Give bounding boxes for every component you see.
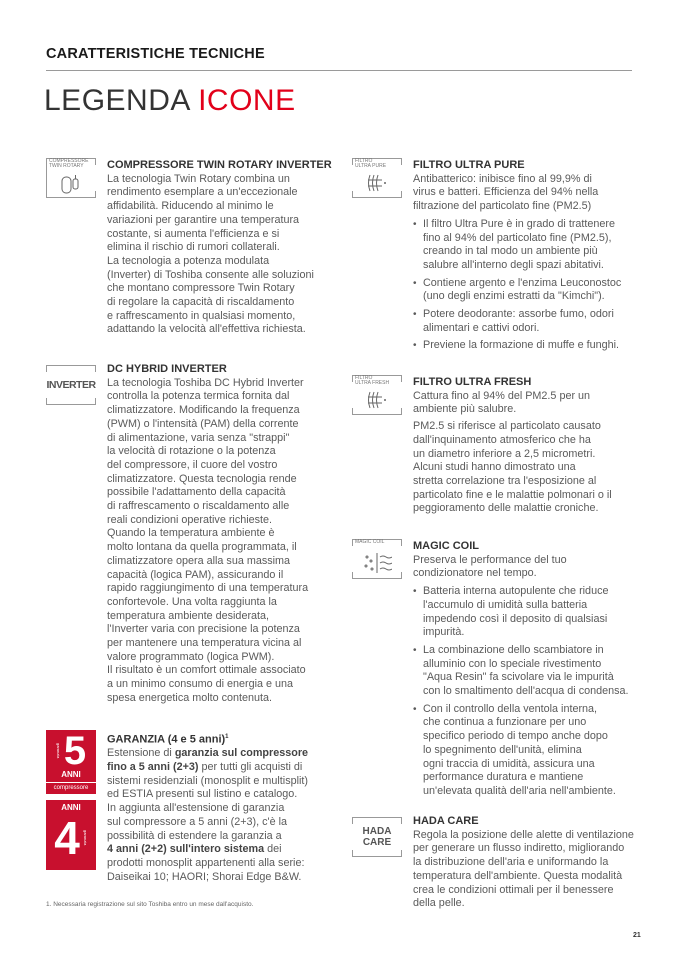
text-segment: sistemi residenziali (monosplit e multisplit)	[107, 774, 309, 787]
text-line: crea le condizioni ottimali per il benessere	[413, 883, 614, 896]
text-line	[107, 857, 342, 871]
text-line: di regolare la capacità di riscaldamento	[107, 296, 295, 309]
text-line: • La combinazione dello scambiatore in	[423, 643, 604, 656]
text-line: rapido raggiungimento di una temperatura	[107, 582, 309, 595]
text-line: • Il filtro Ultra Pure è in grado di trattenere	[423, 217, 616, 230]
section-title: FILTRO ULTRA PURE	[413, 159, 525, 171]
bold-text: 4 anni (2+2) sull'intero sistema	[107, 843, 265, 856]
text-line: e raffrescamento in qualsiasi momento,	[107, 309, 296, 322]
text-line: elimina il rischio di rumori collaterali.	[107, 241, 280, 254]
bullet-item	[413, 585, 648, 640]
text-line: dall'inquinamento atmosferico che ha	[413, 433, 591, 446]
text-line	[107, 788, 342, 802]
text-line: confortevole. Una volta raggiunta la	[107, 595, 277, 608]
text-line: climatizzatore opera alla sua massima	[107, 554, 291, 567]
text-line: "Aqua Resin" fa scivolare via le impurità	[423, 671, 614, 684]
bullet-item	[413, 339, 648, 353]
section-hada-care	[413, 815, 648, 911]
text-line: climatizzatore. Modificando la frequenza	[107, 404, 300, 417]
bullet-item	[413, 644, 648, 699]
section-title: DC HYBRID INVERTER	[107, 363, 227, 375]
text-line: ambiente più salubre.	[413, 403, 517, 416]
text-line: Alcuni studi hanno dimostrato una	[413, 461, 576, 474]
text-line: un diametro inferiore a 2,5 micrometri.	[413, 447, 596, 460]
section-title: FILTRO ULTRA FRESH	[413, 376, 532, 388]
text-line: salubre all'interno degli spazi abitativi.	[423, 258, 604, 271]
hada-care-icon	[352, 817, 402, 857]
compressor-icon	[46, 158, 96, 198]
text-line: lo spegnimento dell'unità, elimina	[423, 743, 582, 756]
badge-side-label: garanzia	[82, 830, 88, 846]
text-line: • Potere deodorante: assorbe fumo, odori	[423, 308, 614, 321]
text-line: (Inverter) di Toshiba consente alle soluzioni	[107, 268, 314, 281]
badge-years-label: ANNI	[61, 803, 81, 812]
text-line: affidabilità. Riducendo al minimo le	[107, 200, 274, 213]
section-title: HADA CARE	[413, 815, 479, 827]
text-line: per mantenere una temperatura vicina al	[107, 637, 302, 650]
section-title: MAGIC COIL	[413, 540, 479, 552]
text-line: controlla la potenza termica fornita dal	[107, 390, 290, 403]
text-line: del compressore, il cuore del vostro	[107, 458, 278, 471]
text-line: peggioramento delle malattie croniche.	[413, 502, 599, 515]
text-line: alimentari e cattivi odori.	[423, 321, 540, 334]
section-title: GARANZIA (4 e 5 anni)$^1$	[107, 733, 229, 746]
text-line: molto lontana da quella programmata, il	[107, 541, 297, 554]
text-line: virus e batteri. Efficienza del 94% nella	[413, 186, 599, 199]
text-line: performance duratura e mantiene	[423, 771, 584, 784]
text-line: La tecnologia Toshiba DC Hybrid Inverter	[107, 376, 304, 389]
bullet-item	[413, 277, 648, 304]
text-line: possibile l'adattamento della capacità	[107, 486, 286, 499]
text-line: la velocità di rotazione o la potenza	[107, 445, 276, 458]
ultra-pure-filter-icon	[352, 158, 402, 198]
text-line: condizionatore nel tempo.	[413, 567, 537, 580]
text-segment: In aggiunta all'estensione di garanzia	[107, 802, 285, 815]
section-header: CARATTERISTICHE TECNICHE	[46, 46, 265, 62]
text-line: della pelle.	[413, 897, 465, 910]
text-line: l'Inverter varia con precisione la potenza	[107, 623, 300, 636]
badge-years-label: ANNI	[61, 770, 81, 779]
warranty-4-years-badge	[46, 800, 96, 870]
badge-number: 4	[54, 812, 80, 864]
header-divider	[46, 70, 632, 71]
section-magic-coil	[413, 540, 648, 803]
text-line	[107, 830, 342, 844]
text-line: a un minimo consumo di energia e una	[107, 678, 294, 691]
text-line: un'elevata qualità dell'aria nell'ambiente.	[423, 784, 616, 797]
text-line: • Con il controllo della ventola interna,	[423, 702, 598, 715]
bullet-item	[413, 218, 648, 273]
text-segment: possibilità di estendere la garanzia a	[107, 829, 282, 842]
text-line: • Previene la formazione di muffe e funghi.	[423, 339, 620, 352]
text-line: variazioni per garantire una temperatura	[107, 213, 300, 226]
text-line: Il risultato è un comfort ottimale associato	[107, 664, 306, 677]
text-line: la distribuzione dell'aria e uniformando la	[413, 856, 609, 869]
text-line: che montano compressore Twin Rotary	[107, 282, 295, 295]
text-line: PM2.5 si riferisce al particolato causato	[413, 420, 601, 433]
badge-side-label: garanzia	[55, 743, 61, 759]
text-line: (uno degli enzimi estratti da "Kimchi").	[423, 290, 605, 303]
inverter-icon	[46, 365, 96, 405]
text-line: La tecnologia Twin Rotary combina un	[107, 172, 290, 185]
text-segment: dei	[264, 843, 282, 856]
text-line	[107, 843, 342, 857]
text-line: con lo smaltimento dell'acqua di condensa.	[423, 685, 629, 698]
text-line: impedendo così il deposito di qualsiasi	[423, 612, 608, 625]
text-line	[107, 871, 342, 885]
text-line: Quando la temperatura ambiente è	[107, 527, 275, 540]
text-line: valore programmato (logica PWM).	[107, 650, 275, 663]
page-title	[44, 84, 296, 118]
title-part-1: LEGENDA	[44, 84, 199, 117]
icon-caption: COMPRESSORE TWIN ROTARY	[49, 158, 89, 169]
text-line: di raffrescamento o riscaldamento alle	[107, 500, 290, 513]
section-warranty	[107, 731, 342, 884]
text-line: per generare un flusso indiretto, migliorando	[413, 842, 625, 855]
text-line: reali condizioni operative richieste.	[107, 513, 273, 526]
text-line: che continua a funzionare per uno	[423, 716, 587, 729]
title-part-2: ICONE	[198, 84, 296, 117]
text-line: spesa energetica molto contenuta.	[107, 691, 273, 704]
text-line: creando in tal modo un ambiente più	[423, 245, 598, 258]
text-line: capacità (logica PAM), assicurando il	[107, 568, 284, 581]
icon-caption: INVERTER	[46, 379, 96, 391]
text-line: ogni traccia di umidità, assicura una	[423, 757, 595, 770]
text-line: temperatura dell'ambiente. Questa modalità	[413, 869, 623, 882]
text-line: • Contiene argento e l'enzima Leuconostoc	[423, 276, 622, 289]
text-line: Preserva le performance del tuo	[413, 553, 567, 566]
text-line	[107, 761, 342, 775]
text-segment: Estensione di	[107, 747, 175, 760]
text-line: temperatura ambiente desiderata,	[107, 609, 270, 622]
text-line: l'accumulo di umidità sulla batteria	[423, 598, 588, 611]
text-line: costante, si aumenta l'efficienza e si	[107, 227, 280, 240]
text-line	[107, 816, 342, 830]
text-line: La tecnologia a potenza modulata	[107, 254, 270, 267]
text-line: climatizzatore. Questa tecnologia rende	[107, 472, 297, 485]
page-number: 21	[633, 932, 641, 939]
icon-caption: MAGIC COIL	[355, 539, 385, 545]
text-segment: sul compressore a 5 anni (2+3), c'è la	[107, 815, 287, 828]
warranty-5-years-badge	[46, 730, 96, 794]
text-segment: prodotti monosplit appartenenti alla serie:	[107, 856, 305, 869]
text-line	[107, 775, 342, 789]
text-line: fino al 94% del particolato fine (PM2.5),	[423, 231, 612, 244]
icon-caption: HADA CARE	[362, 826, 392, 848]
footnote: 1. Necessaria registrazione sul sito Toshiba entro un mese dall'acquisto.	[46, 901, 254, 908]
section-dc-hybrid-inverter	[107, 363, 342, 706]
bullet-item	[413, 703, 648, 799]
text-line: • Batteria interna autopulente che riduce	[423, 585, 609, 598]
text-line: Regola la posizione delle alette di ventilazione	[413, 828, 634, 841]
text-line: filtrazione del particolato fine (PM2.5)	[413, 200, 592, 213]
bold-text: fino a 5 anni (2+3)	[107, 761, 199, 774]
section-ultra-fresh	[413, 376, 648, 516]
text-line: di alimentazione, varia senza "strappi"	[107, 431, 290, 444]
ultra-fresh-filter-icon	[352, 375, 402, 415]
text-line: specifico periodo di tempo anche dopo	[423, 730, 608, 743]
section-ultra-pure	[413, 159, 648, 357]
text-segment: per tutti gli acquisti di	[198, 761, 303, 774]
badge-number: 5	[63, 729, 87, 773]
text-line: stretta correlazione tra l'esposizione al	[413, 474, 597, 487]
magic-coil-icon	[352, 539, 402, 579]
text-line: alluminio con lo speciale rivestimento	[423, 657, 602, 670]
text-line: (PWM) o l'intensità (PAM) della corrente	[107, 417, 299, 430]
text-line: Cattura fino al 94% del PM2.5 per un	[413, 389, 591, 402]
text-line: rendimento esemplare a un'eccezionale	[107, 186, 298, 199]
text-line	[107, 802, 342, 816]
section-title: COMPRESSORE TWIN ROTARY INVERTER	[107, 159, 332, 171]
text-line	[107, 747, 342, 761]
badge-bottom-label: compressore	[46, 782, 96, 793]
text-segment: ed ESTIA presenti sul listino e catalogo.	[107, 788, 298, 801]
bullet-item	[413, 308, 648, 335]
text-line: adattando la velocità all'effettiva richiesta.	[107, 323, 306, 336]
icon-caption: FILTRO ULTRA FRESH	[355, 375, 390, 386]
section-compressor	[107, 159, 342, 337]
text-line: impurità.	[423, 626, 465, 639]
text-line: particolato fine e le malattie polmonari o il	[413, 488, 612, 501]
text-line: Antibatterico: inibisce fino al 99,9% di	[413, 172, 592, 185]
bold-text: garanzia sul compressore	[174, 747, 309, 760]
text-segment: Daiseikai 10; HAORI; Shorai Edge B&W.	[107, 870, 302, 883]
icon-caption: FILTRO ULTRA PURE	[355, 158, 387, 169]
